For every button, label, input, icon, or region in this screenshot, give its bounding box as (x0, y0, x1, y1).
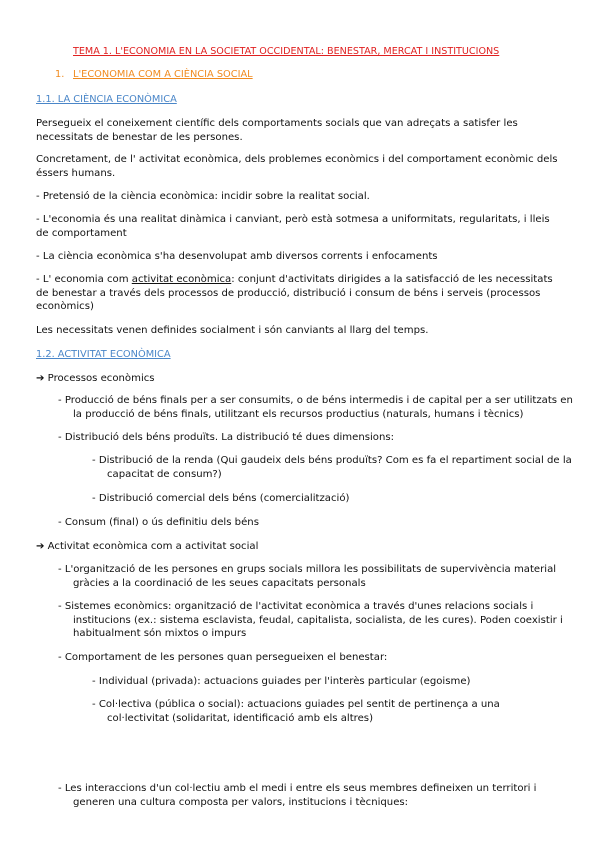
bullet-produccio: - Producció de béns finals per a ser consumits, o de béns intermedis i de capital per a ser utilitzats en la producció de béns finals, utilitzant els recursos productius (naturals, humans i tècnics) (58, 395, 573, 420)
sub-bullet-distribucio-comercial: - Distribució comercial dels béns (comercialització) (92, 493, 350, 504)
section-heading-1: 1. L'ECONOMIA COM A CIÈNCIA SOCIAL (55, 69, 253, 80)
document-title: TEMA 1. L'ECONOMIA EN LA SOCIETAT OCCIDENTAL: BENESTAR, MERCAT I INSTITUCIONS (73, 46, 500, 57)
bullet-consum: - Consum (final) o ús definitiu dels béns (58, 517, 259, 528)
bullet-activitat-economica: - L' economia com activitat econòmica: conjunt d'activitats dirigides a la satisfacció de les necessitats de benestar a través dels processos de producció, distribució i consum de béns i serveis (processos econòmics) (36, 274, 553, 312)
sub-bullet-collectiva: - Col·lectiva (pública o social): actuacions guiades pel sentit de pertinença a una col·lectivitat (solidaritat, identificació amb els altres) (92, 699, 500, 724)
arrow-item-activitat-social: ➔ Activitat econòmica com a activitat social (36, 541, 259, 552)
bullet-interaccions: - Les interaccions d'un col·lectiu amb el medi i entre els seus membres defineixen un territori i generen una cultura composta per valors, institucions i tècniques: (58, 783, 537, 808)
bullet-comportament: - Comportament de les persones quan persegueixen el benestar: (58, 652, 388, 663)
subsection-heading-1-2: 1.2. ACTIVITAT ECONÒMICA (36, 349, 171, 360)
bullet-organitzacio: - L'organització de les persones en grups socials millora les possibilitats de supervivència material gràcies a la coordinació de les seues capacitats personals (58, 564, 557, 589)
paragraph-necessitats: Les necessitats venen definides socialment i són canviants al llarg del temps. (36, 325, 429, 336)
bullet-pretensio: - Pretensió de la ciència econòmica: incidir sobre la realitat social. (36, 191, 370, 202)
bullet-corrents: - La ciència econòmica s'ha desenvolupat amb diversos corrents i enfocaments (36, 251, 438, 262)
bullet-distribucio: - Distribució dels béns produïts. La distribució té dues dimensions: (58, 432, 395, 443)
sub-bullet-individual: - Individual (privada): actuacions guiades per l'interès particular (egoisme) (92, 676, 471, 687)
bullet-realitat-dinamica: - L'economia és una realitat dinàmica i canviant, però està sotmesa a uniformitats, regularitats, i lleis de comportament (36, 214, 550, 239)
arrow-item-processos: ➔ Processos econòmics (36, 373, 155, 384)
sub-bullet-distribucio-renda: - Distribució de la renda (Qui gaudeix dels béns produïts? Com es fa el repartiment social de la capacitat de consum?) (92, 455, 572, 480)
subsection-heading-1-1: 1.1. LA CIÈNCIA ECONÒMICA (36, 94, 177, 105)
paragraph-concretament: Concretament, de l' activitat econòmica, dels problemes econòmics i del comportament econòmic dels éssers humans. (36, 154, 558, 179)
paragraph-definition: Persegueix el coneixement científic dels comportaments socials que van adreçats a satisfer les necessitats de benestar de les persones. (36, 118, 518, 143)
bullet-sistemes-economics: - Sistemes econòmics: organització de l'activitat econòmica a través d'unes relacions socials i institucions (ex.: sistema esclavista, feudal, capitalista, socialista, de les cures). Poden coexistir i habitualment són mixtos o impurs (58, 601, 563, 639)
